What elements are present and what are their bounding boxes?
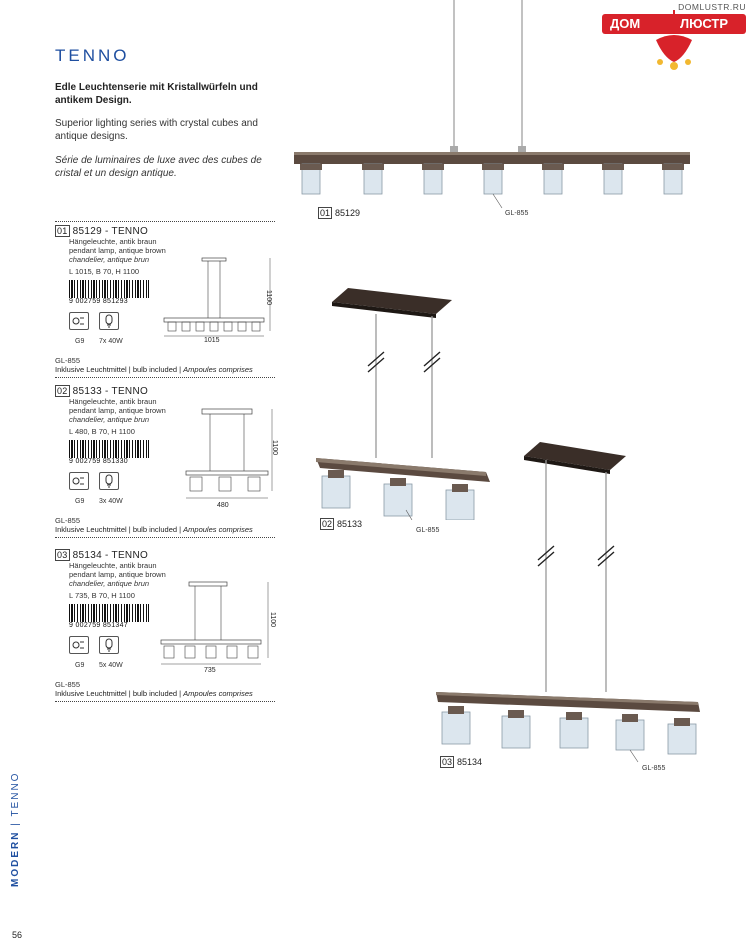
product-desc-de: Hängeleuchte, antik braun bbox=[69, 397, 157, 406]
product-title: 85129 - TENNO bbox=[72, 226, 149, 237]
bulb-note-fr: Ampoules comprises bbox=[183, 365, 253, 374]
bulb-note-en: bulb included bbox=[132, 525, 178, 534]
product-heading bbox=[55, 385, 275, 397]
section-label bbox=[10, 772, 21, 887]
width-label: 480 bbox=[217, 502, 229, 509]
section-separator: | bbox=[10, 821, 21, 826]
bulb-spec: 3x 40W bbox=[99, 498, 123, 505]
barcode-number: 9 002759 851330 bbox=[69, 458, 128, 465]
barcode-bars bbox=[69, 604, 149, 622]
product-heading bbox=[55, 225, 275, 237]
glass-tag: GL-855 bbox=[416, 527, 440, 534]
product-index: 01 bbox=[57, 226, 68, 236]
bulb-note-de: Inklusive Leuchtmittel bbox=[55, 689, 127, 698]
socket-type: G9 bbox=[75, 498, 85, 505]
bulb-note-en: bulb included bbox=[132, 689, 178, 698]
logo-site-url: DOMLUSTR.RU bbox=[678, 2, 746, 12]
product-desc-fr: chandelier, antique brun bbox=[69, 579, 150, 588]
section-series: TENNO bbox=[10, 771, 21, 817]
logo-word-left: ДОМ bbox=[610, 16, 641, 31]
height-label: 1100 bbox=[269, 612, 276, 628]
photo-85129 bbox=[290, 0, 700, 215]
bulb-note-de: Inklusive Leuchtmittel bbox=[55, 365, 127, 374]
diagram-85129 bbox=[160, 250, 280, 350]
photo-code: 85134 bbox=[457, 757, 483, 767]
product-heading bbox=[55, 549, 275, 561]
width-label: 735 bbox=[204, 667, 216, 674]
description-french: Série de luminaires de luxe avec des cubes de cristal et un design antique. bbox=[55, 155, 262, 179]
barcode bbox=[69, 280, 149, 306]
barcode-number: 9 002759 851347 bbox=[69, 622, 128, 629]
photo-index: 03 bbox=[442, 757, 453, 767]
glass-code: GL-855 bbox=[55, 516, 81, 525]
barcode-bars bbox=[69, 440, 149, 458]
section-category: MODERN bbox=[10, 830, 21, 887]
product-title: 85134 - TENNO bbox=[72, 550, 149, 561]
product-desc-fr: chandelier, antique brun bbox=[69, 255, 150, 264]
bulb-note-de: Inklusive Leuchtmittel bbox=[55, 525, 127, 534]
page-number: 56 bbox=[12, 930, 23, 940]
product-desc-en: pendant lamp, antique brown bbox=[69, 406, 166, 415]
product-dimensions: L 735, B 70, H 1100 bbox=[69, 591, 135, 600]
photo-code: 85133 bbox=[337, 519, 363, 529]
description-german: Edle Leuchtenserie mit Kristallwürfeln und antikem Design. bbox=[55, 82, 258, 106]
diagram-85133 bbox=[180, 405, 280, 505]
logo-word-right: ЛЮСТР bbox=[680, 16, 729, 31]
bulb-included-note: Inklusive Leuchtmittel | bulb included | Ampoules comprises bbox=[55, 525, 253, 534]
bulb-included-note: Inklusive Leuchtmittel | bulb included | Ampoules comprises bbox=[55, 365, 253, 374]
height-label: 1100 bbox=[265, 290, 272, 306]
glass-tag: GL-855 bbox=[642, 765, 666, 772]
bulb-note-fr: Ampoules comprises bbox=[183, 689, 253, 698]
bulb-icon bbox=[99, 636, 119, 654]
bulb-note-en: bulb included bbox=[132, 365, 178, 374]
product-desc-de: Hängeleuchte, antik braun bbox=[69, 561, 157, 570]
description-english: Superior lighting series with crystal cubes and antique designs. bbox=[55, 118, 258, 142]
width-label: 1015 bbox=[204, 337, 220, 344]
bulb-spec: 7x 40W bbox=[99, 338, 123, 345]
height-label: 1100 bbox=[271, 440, 278, 456]
diagram-85134 bbox=[155, 578, 280, 670]
product-title: 85133 - TENNO bbox=[72, 386, 149, 397]
product-index: 02 bbox=[57, 386, 68, 396]
glass-code: GL-855 bbox=[55, 680, 81, 689]
socket-type: G9 bbox=[75, 338, 85, 345]
socket-type: G9 bbox=[75, 662, 85, 669]
photo-85134 bbox=[430, 440, 720, 770]
barcode-bars bbox=[69, 280, 149, 298]
divider bbox=[55, 537, 275, 538]
product-dimensions: L 480, B 70, H 1100 bbox=[69, 427, 135, 436]
product-desc-en: pendant lamp, antique brown bbox=[69, 246, 166, 255]
photo-label-85129 bbox=[318, 207, 360, 219]
page-title: TENNO bbox=[55, 46, 130, 65]
barcode-number: 9 002759 851293 bbox=[69, 298, 128, 305]
product-dimensions: L 1015, B 70, H 1100 bbox=[69, 267, 140, 276]
socket-icon bbox=[69, 472, 89, 490]
divider bbox=[55, 701, 275, 702]
product-desc-en: pendant lamp, antique brown bbox=[69, 570, 166, 579]
product-desc-fr: chandelier, antique brun bbox=[69, 415, 150, 424]
photo-label-85134 bbox=[440, 756, 482, 768]
socket-icon bbox=[69, 312, 89, 330]
bulb-spec: 5x 40W bbox=[99, 662, 123, 669]
photo-code: 85129 bbox=[335, 208, 361, 218]
divider bbox=[55, 377, 275, 378]
product-index: 03 bbox=[57, 550, 68, 560]
divider bbox=[55, 221, 275, 222]
photo-index: 01 bbox=[320, 208, 331, 218]
bulb-icon bbox=[99, 472, 119, 490]
socket-icon bbox=[69, 636, 89, 654]
bulb-included-note: Inklusive Leuchtmittel | bulb included | Ampoules comprises bbox=[55, 689, 253, 698]
photo-label-85133 bbox=[320, 518, 362, 530]
bulb-note-fr: Ampoules comprises bbox=[183, 525, 253, 534]
bulb-icon bbox=[99, 312, 119, 330]
product-desc-de: Hängeleuchte, antik braun bbox=[69, 237, 157, 246]
glass-code: GL-855 bbox=[55, 356, 81, 365]
barcode bbox=[69, 604, 149, 630]
photo-index: 02 bbox=[322, 519, 333, 529]
glass-tag: GL-855 bbox=[505, 210, 529, 217]
barcode bbox=[69, 440, 149, 466]
